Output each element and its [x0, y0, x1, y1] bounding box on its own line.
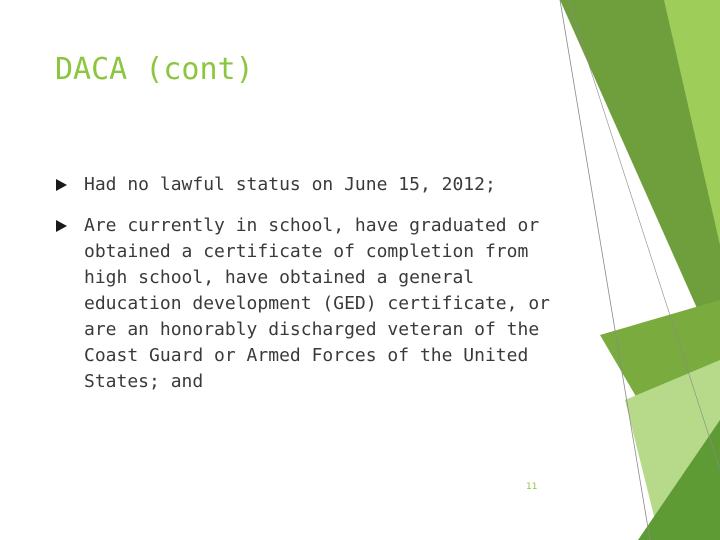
slide-title: DACA (cont): [55, 52, 254, 87]
slide-number: 11: [526, 482, 538, 492]
bullet-item: [56, 172, 556, 198]
bullet-text: Are currently in school, have graduated or obtained a certificate of completion from high school, have obtained a general education development (GED) certificate, or are an honorably discharged veteran of the Coast Guard or Armed Forces of the United States; and: [84, 215, 550, 392]
bullet-list: [56, 172, 556, 410]
bullet-item: [56, 213, 556, 395]
bullet-text: Had no lawful status on June 15, 2012;: [84, 174, 496, 195]
triangle-right-icon: [56, 179, 67, 191]
triangle-right-icon: [56, 220, 67, 232]
